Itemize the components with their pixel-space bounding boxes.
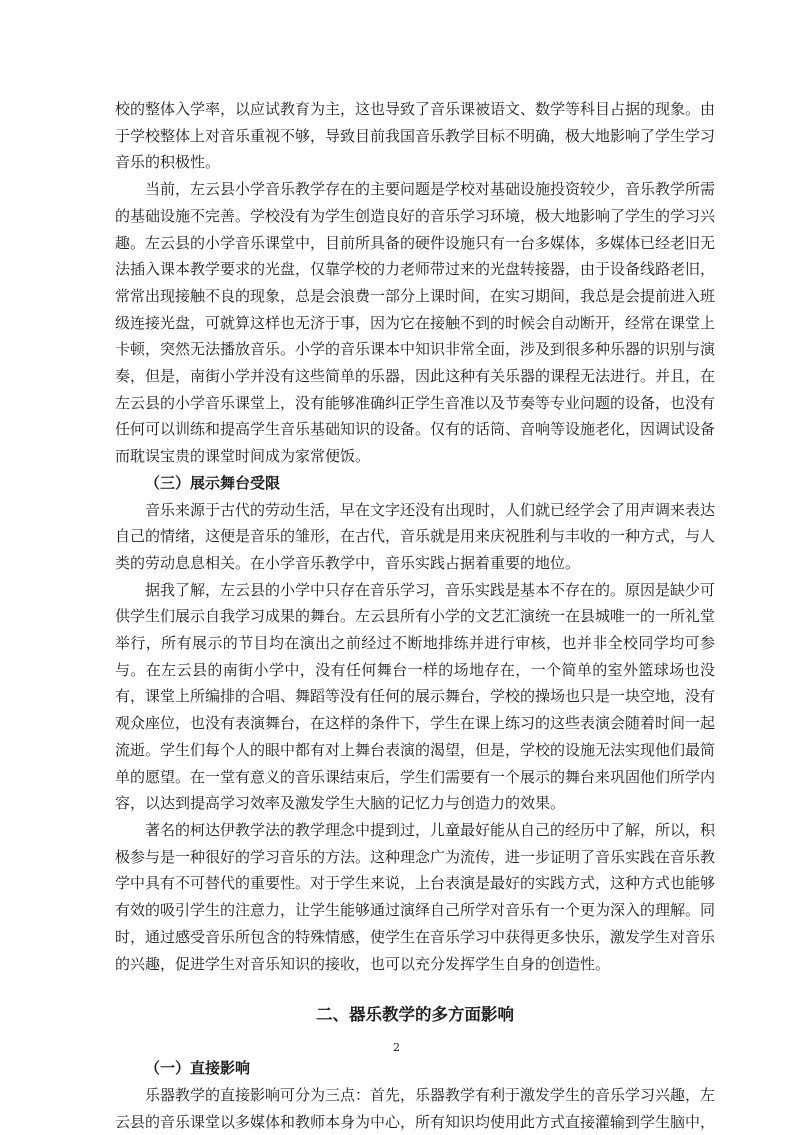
page-body [115, 96, 715, 1135]
page-number: 2 [393, 1041, 400, 1054]
paragraph-no-stage: 据我了解，左云县的小学中只存在音乐学习，音乐实践是基本不存在的。原因是缺少可供学生们展示自我学习成果的舞台。左云县所有小学的文艺汇演统一在县城唯一的一所礼堂举行，所有展示的节目均在演出之前经过不断地排练并进行审核，也并非全校同学均可参与。在左云县的南街小学中，没有任何舞台一样的场地存在，一个简单的室外篮球场也没有，课堂上所编排的合唱、舞蹈等没有任何的展示舞台，学校的操场也只是一块空地，没有观众座位，也没有表演舞台，在这样的条件下，学生在课上练习的这些表演会随着时间一起流逝。学生们每个人的眼中都有对上舞台表演的渴望，但是，学校的设施无法实现他们最简单的愿望。在一堂有意义的音乐课结束后，学生们需要有一个展示的舞台来巩固他们所学内容，以达到提高学习效率及激发学生大脑的记忆力与创造力的效果。 [115, 580, 716, 813]
paragraph-kodaly: 著名的柯达伊教学法的教学理念中提到过，儿童最好能从自己的经历中了解，所以，积极参与是一种很好的学习音乐的方法。这种理念广为流传，进一步证明了音乐实践在音乐教学中具有不可替代的重要性。对于学生来说，上台表演是最好的实践方式，这种方式也能够有效的吸引学生的注意力，让学生能够通过演绎自己所学对音乐有一个更为深入的理解。同时，通过感受音乐所包含的特殊情感，使学生在音乐学习中获得更多快乐，激发学生对音乐的兴趣，促进学生对音乐知识的接收，也可以充分发挥学生自身的创造性。 [115, 820, 716, 973]
paragraph-continued: 校的整体入学率，以应试教育为主，这也导致了音乐课被语文、数学等科目占据的现象。由于学校整体上对音乐重视不够，导致目前我国音乐教学目标不明确，极大地影响了学生学习音乐的积极性。 [115, 100, 716, 172]
paragraph-infrastructure: 当前，左云县小学音乐教学存在的主要问题是学校对基础设施投资较少，音乐教学所需的基础设施不完善。学校没有为学生创造良好的音乐学习环境，极大地影响了学生的学习兴趣。左云县的小学音乐课堂中，目前所具备的硬件设施只有一台多媒体，多媒体已经老旧无法插入课本教学要求的光盘，仅靠学校的力老师带过来的光盘转接器，由于设备线路老旧，常常出现接触不良的现象，总是会浪费一部分上课时间，在实习期间，我总是会提前进入班级连接光盘，可就算这样也无济于事，因为它在接触不到的时候会自动断开，经常在课堂上卡顿，突然无法播放音乐。小学的音乐课本中知识非常全面，涉及到很多种乐器的识别与演奏，但是，南街小学并没有这些简单的乐器，因此这种有关乐器的课程无法进行。并且，在左云县的小学音乐课堂上，没有能够准确纠正学生音准以及节奏等专业问题的设备，也没有任何可以训练和提高学生音乐基础知识的设备。仅有的话筒、音响等设施老化，因调试设备而耽误宝贵的课堂时间成为家常便饭。 [115, 180, 716, 466]
chapter-heading: 二、器乐教学的多方面影响 [316, 1005, 514, 1025]
subsection-heading-direct: （一）直接影响 [145, 1059, 251, 1078]
section-heading-stage: （三）展示舞台受限 [145, 473, 281, 492]
paragraph-music-origin: 音乐来源于古代的劳动生活，早在文字还没有出现时，人们就已经学会了用声调来表达自己的情绪，这便是音乐的雏形，在古代，音乐就是用来庆祝胜利与丰收的一种方式，与人类的劳动息息相关。在小学音乐教学中，音乐实践占据着重要的地位。 [115, 500, 716, 572]
paragraph-direct-influence: 乐器教学的直接影响可分为三点：首先，乐器教学有利于激发学生的音乐学习兴趣，左云县的音乐课堂以多媒体和教师本身为中心，所有知识均使用此方式直接灌输到学生脑中， [115, 1085, 716, 1131]
